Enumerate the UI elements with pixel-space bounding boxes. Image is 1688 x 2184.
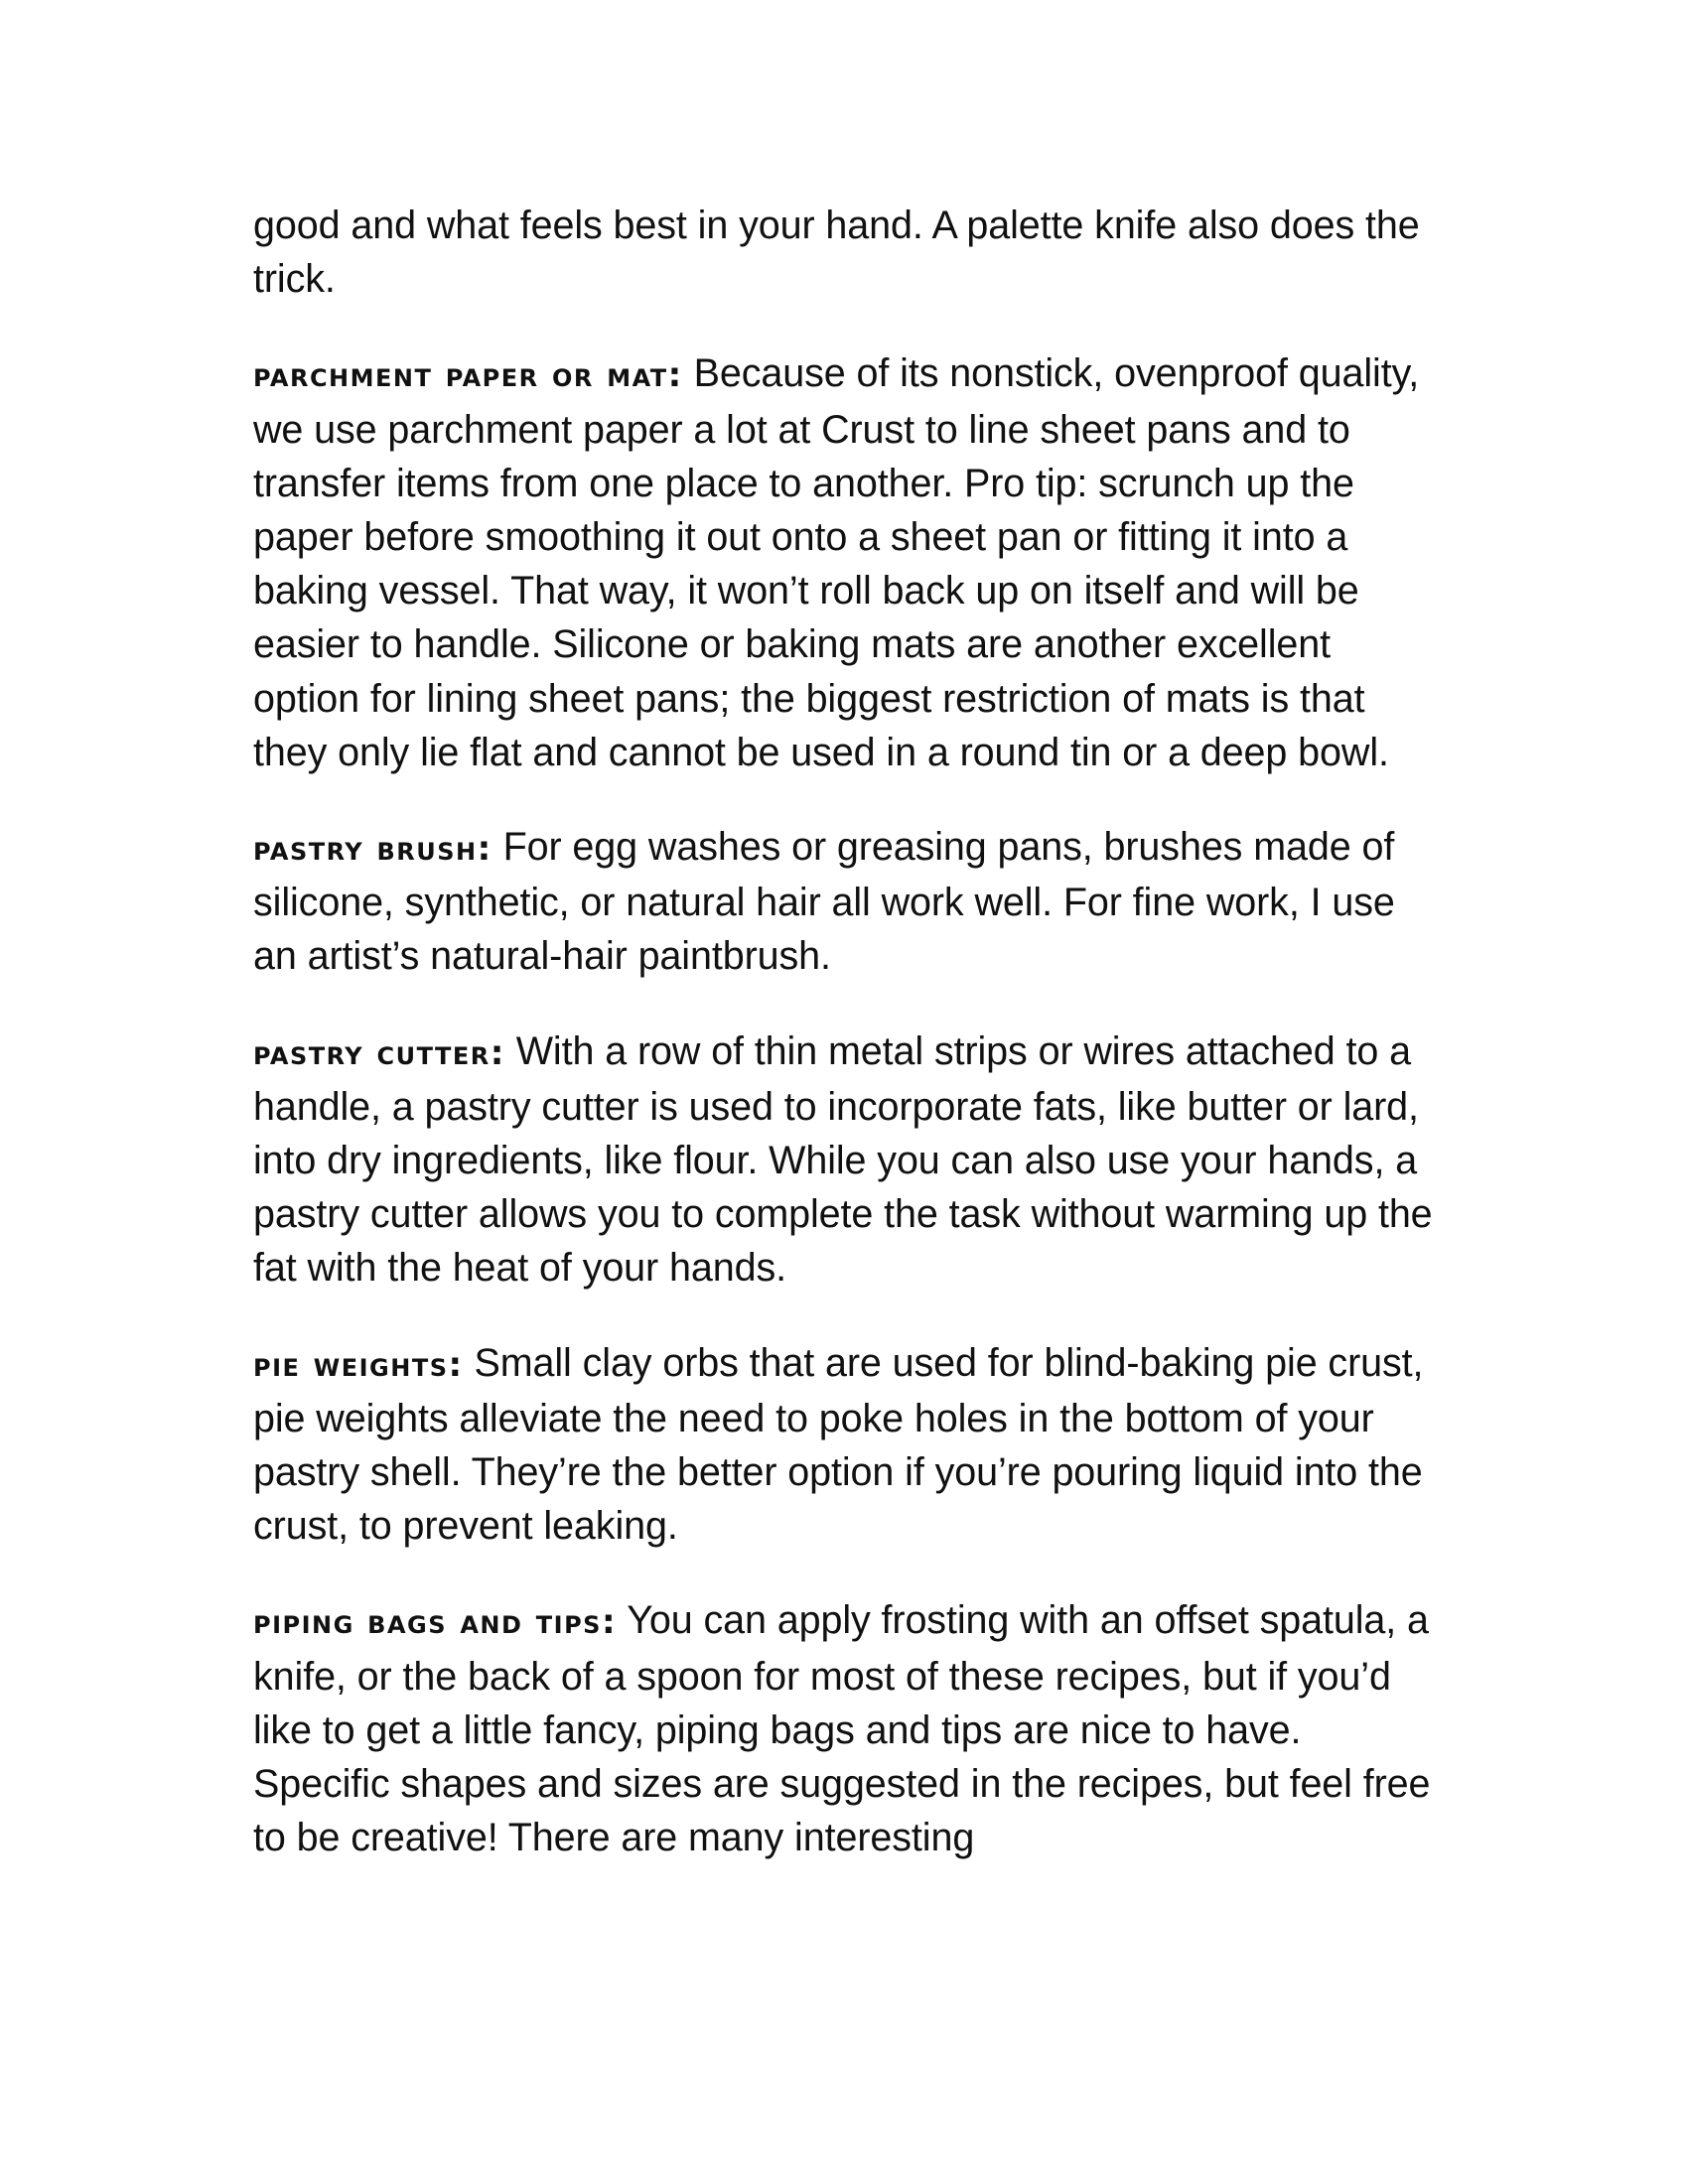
entry-term: piping bags and tips: — [253, 1602, 618, 1643]
entry-piping-bags — [253, 1593, 1440, 1864]
entry-text: For egg washes or greasing pans, brushes made of silicone, synthetic, or natural hair all work well. For fine work, I use an artist’s natural-hair paintbrush. — [253, 825, 1395, 979]
entry-text: You can apply frosting with an offset spatula, a knife, or the back of a spoon for most of these recipes, but if you’d like to get a little fancy, piping bags and tips are nice to have. Specific shapes and sizes are suggested in the recipes, but feel free to be creative! There are many interesting — [253, 1598, 1431, 1860]
entry-term: pie weights: — [253, 1344, 464, 1385]
paragraph-continuation — [253, 199, 1440, 306]
entry-pastry-cutter — [253, 1024, 1440, 1296]
page-body — [253, 199, 1440, 1905]
entry-parchment-paper — [253, 346, 1440, 779]
paragraph-text: good and what feels best in your hand. A palette knife also does the trick. — [253, 204, 1420, 302]
entry-text: Small clay orbs that are used for blind-baking pie crust, pie weights alleviate the need to poke holes in the bottom of your pastry shell. They’re the better option if you’re pouring liquid into the crust, to prevent leaking. — [253, 1340, 1424, 1549]
entry-text: Because of its nonstick, ovenproof quality, we use parchment paper a lot at Crust to line sheet pans and to transfer items from one place to another. Pro tip: scrunch up the paper before smoothing it out onto a sheet pan or fitting it into a baking vessel. That way, it won’t roll back up on itself and will be easier to handle. Silicone or baking mats are another excellent option for lining sheet pans; the biggest restriction of mats is that they only lie flat and cannot be used in a round tin or a deep bowl. — [253, 351, 1420, 774]
entry-term: pastry brush: — [253, 829, 492, 870]
entry-pastry-brush — [253, 820, 1440, 984]
entry-text: With a row of thin metal strips or wires attached to a handle, a pastry cutter is used to incorporate fats, like butter or lard, into dry ingredients, like flour. While you can also use your hands, a pastry cutter allows you to complete the task without warming up the fat with the heat of your hands. — [253, 1028, 1433, 1291]
entry-pie-weights — [253, 1336, 1440, 1554]
entry-term: parchment paper or mat: — [253, 355, 683, 396]
entry-term: pastry cutter: — [253, 1032, 505, 1073]
